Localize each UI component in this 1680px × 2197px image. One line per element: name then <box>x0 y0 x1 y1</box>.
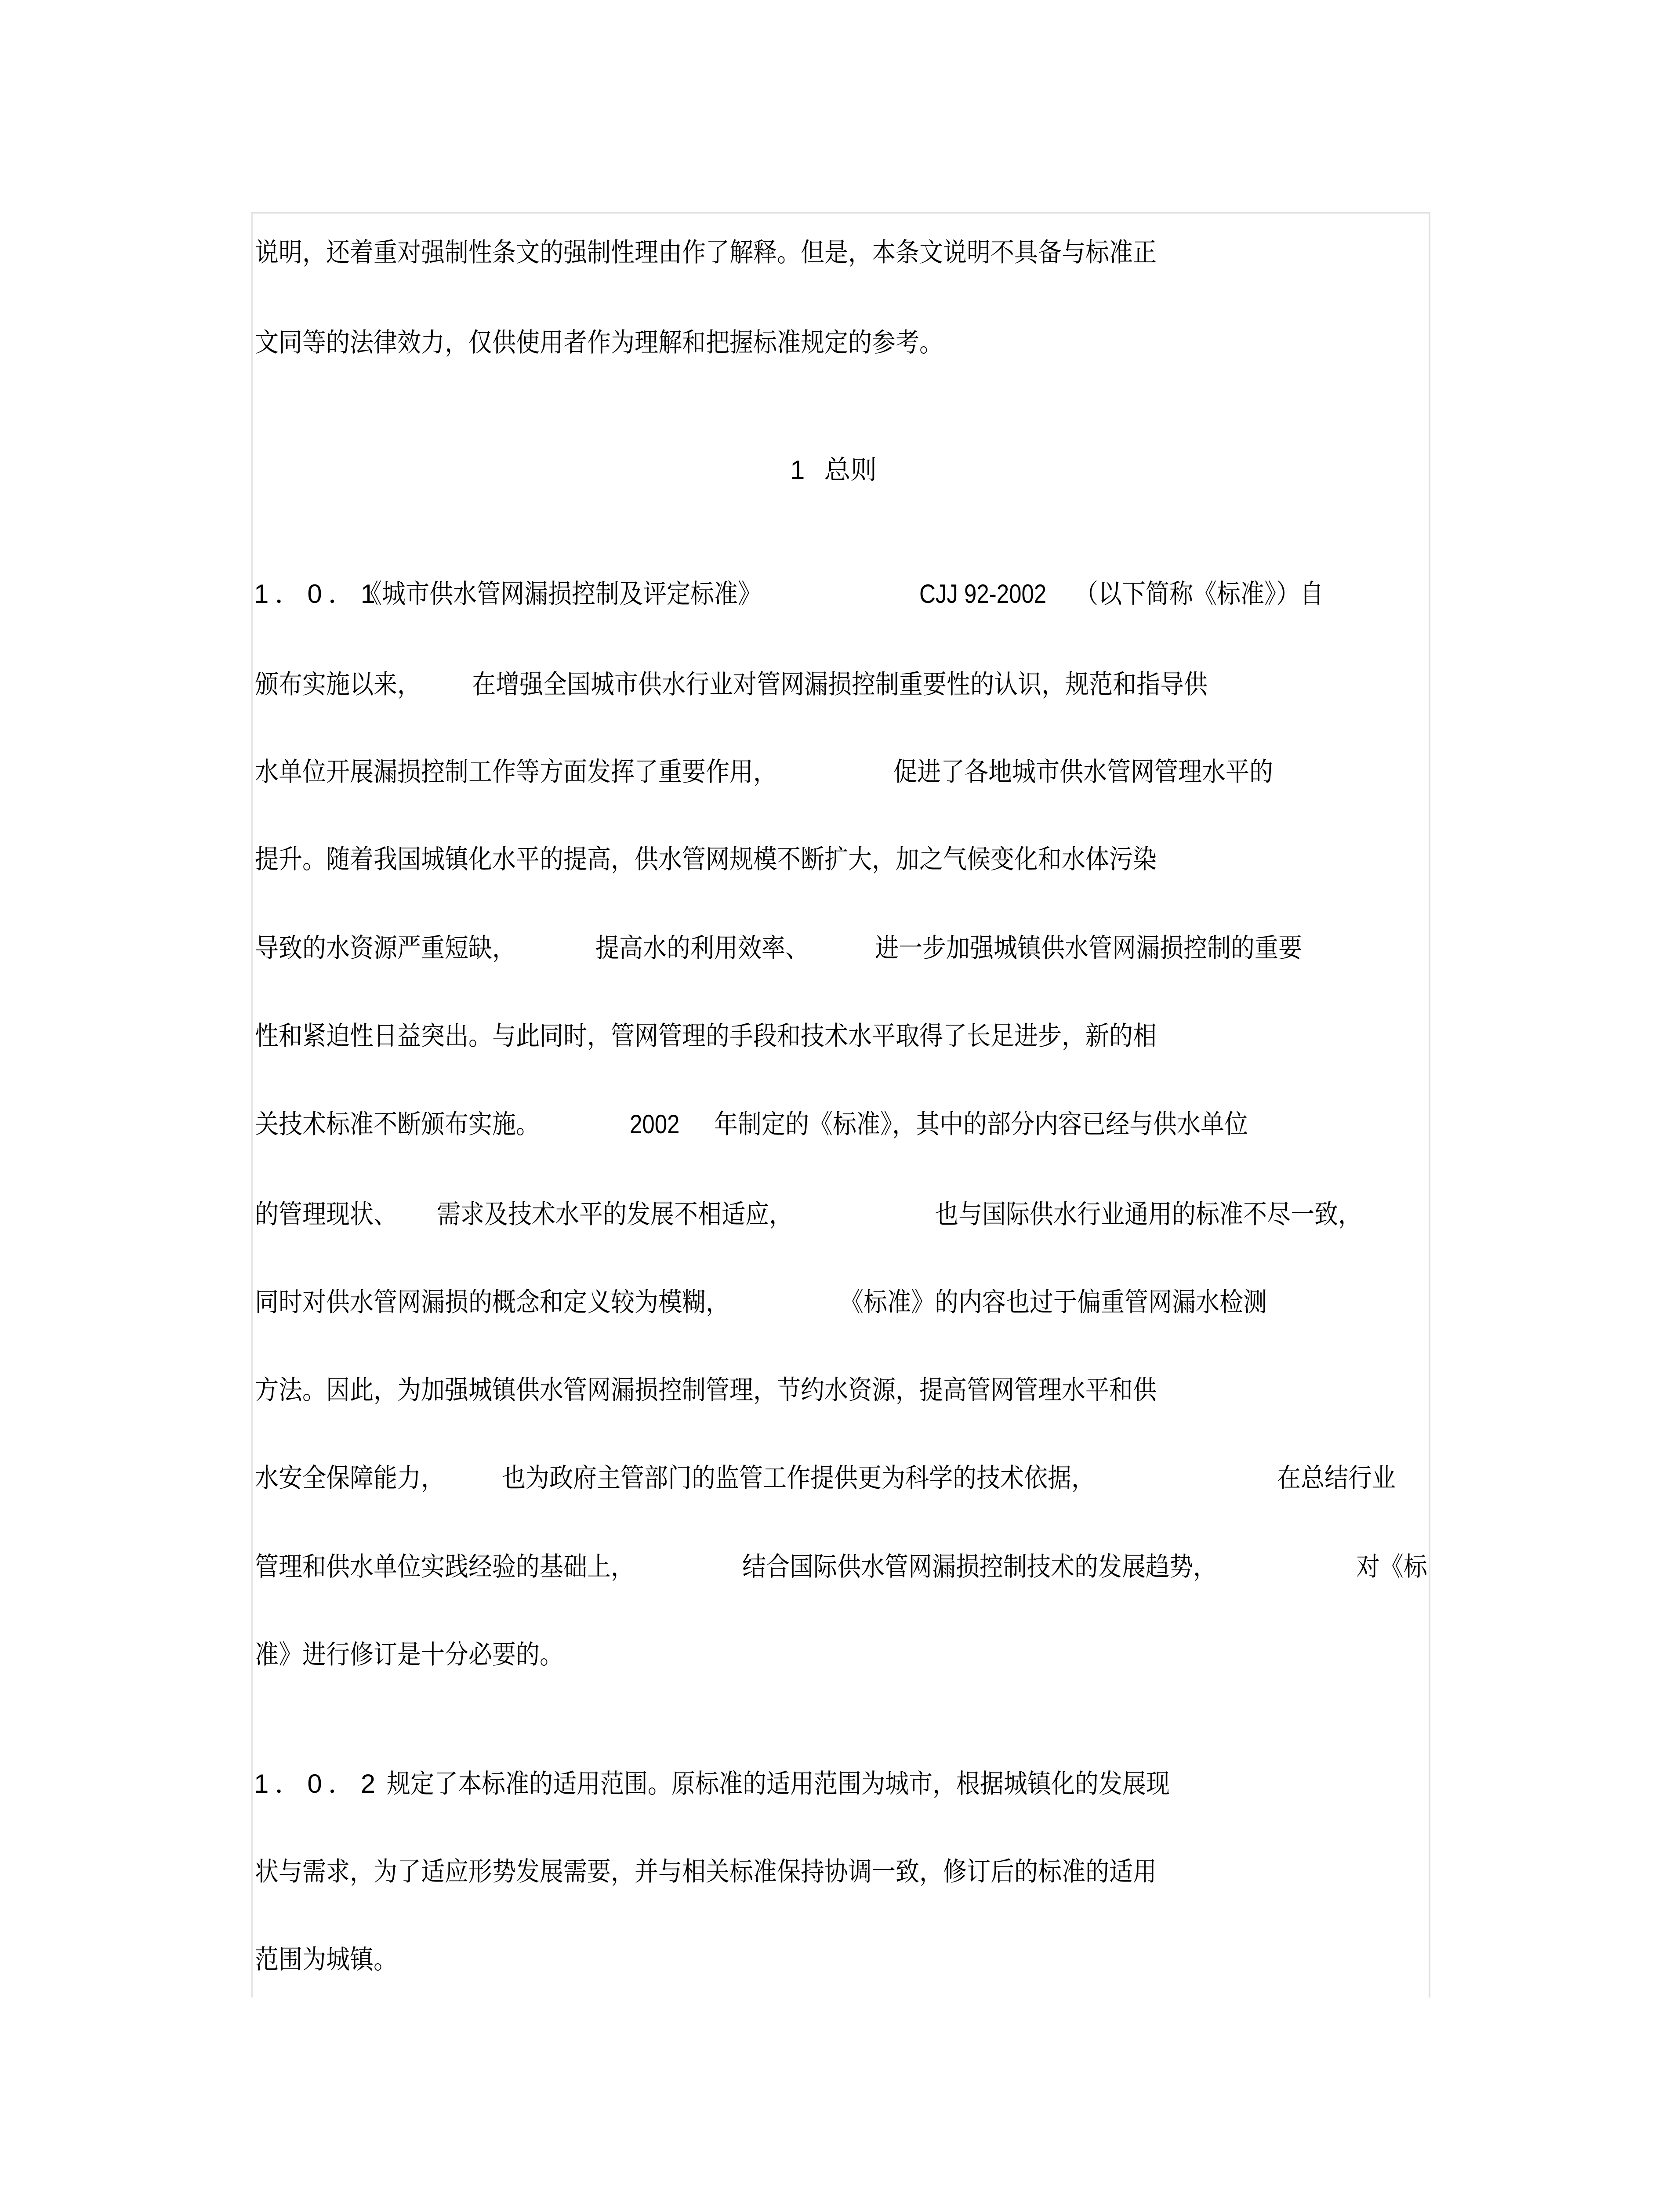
clause-1-0-1-line-10: 方法。因此，为加强城镇供水管网漏损控制管理，节约水资源，提高管网管理水平和供 <box>255 1375 1157 1406</box>
clause-1-0-1-line-8-seg-2: 需求及技术水平的发展不相适应， <box>437 1199 793 1230</box>
chapter-heading <box>790 455 877 486</box>
clause-1-0-1-line-3-seg-2: 促进了各地城市供水管网管理水平的 <box>893 757 1273 787</box>
clause-1-0-1-line-2-seg-2: 在增强全国城市供水行业对管网漏损控制重要性的认识，规范和指导供 <box>472 669 1208 700</box>
clause-1-0-2-line-3: 范围为城镇。 <box>255 1944 397 1975</box>
clause-1-0-1-line-3-seg-1: 水单位开展漏损控制工作等方面发挥了重要作用， <box>255 757 777 787</box>
clause-1-0-1-line-8-seg-3: 也与国际供水行业通用的标准不尽一致， <box>935 1199 1362 1230</box>
intro-line-2: 文同等的法律效力，仅供使用者作为理解和把握标准规定的参考。 <box>255 327 943 358</box>
clause-1-0-1-line-11-seg-1: 水安全保障能力， <box>255 1463 445 1494</box>
clause-1-0-1-line-8-seg-1: 的管理现状、 <box>255 1199 397 1230</box>
clause-1-0-2-line-2: 状与需求，为了适应形势发展需要，并与相关标准保持协调一致，修订后的标准的适用 <box>255 1856 1157 1887</box>
clause-1-0-1-line-1-seg-3: （以下简称《标准》）自 <box>1074 579 1324 609</box>
clause-1-0-1-line-11-seg-2: 也为政府主管部门的监管工作提供更为科学的技术依据， <box>502 1463 1095 1494</box>
clause-1-0-1-line-4: 提升。随着我国城镇化水平的提高，供水管网规模不断扩大，加之气候变化和水体污染 <box>255 844 1157 875</box>
clause-1-0-1-line-5-seg-3: 进一步加强城镇供水管网漏损控制的重要 <box>875 933 1302 964</box>
clause-1-0-1-line-7-seg-1: 关技术标准不断颁布实施。 <box>255 1109 540 1140</box>
standard-code: CJJ 92-2002 <box>919 579 1047 609</box>
clause-1-0-2-line-1: 规定了本标准的适用范围。原标准的适用范围为城市，根据城镇化的发展现 <box>387 1769 1170 1799</box>
intro-line-1: 说明，还着重对强制性条文的强制性理由作了解释。但是，本条文说明不具备与标准正 <box>255 237 1157 268</box>
clause-1-0-1-line-9-seg-2: 《标准》的内容也过于偏重管网漏水检测 <box>840 1287 1267 1318</box>
clause-number-1-0-1: 1．0．1 <box>254 579 382 609</box>
clause-1-0-1-line-11-seg-3: 在总结行业 <box>1277 1463 1396 1494</box>
clause-1-0-1-line-12-seg-2: 结合国际供水管网漏损控制技术的发展趋势， <box>742 1552 1217 1582</box>
clause-1-0-1-line-2-seg-1: 颁布实施以来， <box>255 669 421 700</box>
clause-1-0-1-line-13: 准》进行修订是十分必要的。 <box>255 1639 563 1670</box>
clause-1-0-1-line-5-seg-2: 提高水的利用效率、 <box>595 933 809 964</box>
clause-1-0-1-line-7-seg-3: 年制定的《标准》，其中的部分内容已经与供水单位 <box>714 1109 1248 1140</box>
year-2002: 2002 <box>630 1109 680 1139</box>
clause-1-0-1-line-12-seg-1: 管理和供水单位实践经验的基础上， <box>255 1552 635 1582</box>
clause-1-0-1-line-9-seg-1: 同时对供水管网漏损的概念和定义较为模糊， <box>255 1287 729 1318</box>
clause-1-0-1-line-1-seg-1: 《城市供水管网漏损控制及评定标准》 <box>358 579 762 609</box>
chapter-number: 1 <box>790 455 805 485</box>
clause-1-0-1-line-6: 性和紧迫性日益突出。与此同时，管网管理的手段和技术水平取得了长足进步，新的相 <box>255 1021 1157 1051</box>
clause-1-0-1-line-5-seg-1: 导致的水资源严重短缺， <box>255 933 516 964</box>
clause-number-1-0-2: 1．0．2 <box>254 1769 382 1798</box>
chapter-title: 总则 <box>824 455 877 486</box>
clause-1-0-1-line-12-seg-3: 对《标 <box>1356 1552 1427 1582</box>
